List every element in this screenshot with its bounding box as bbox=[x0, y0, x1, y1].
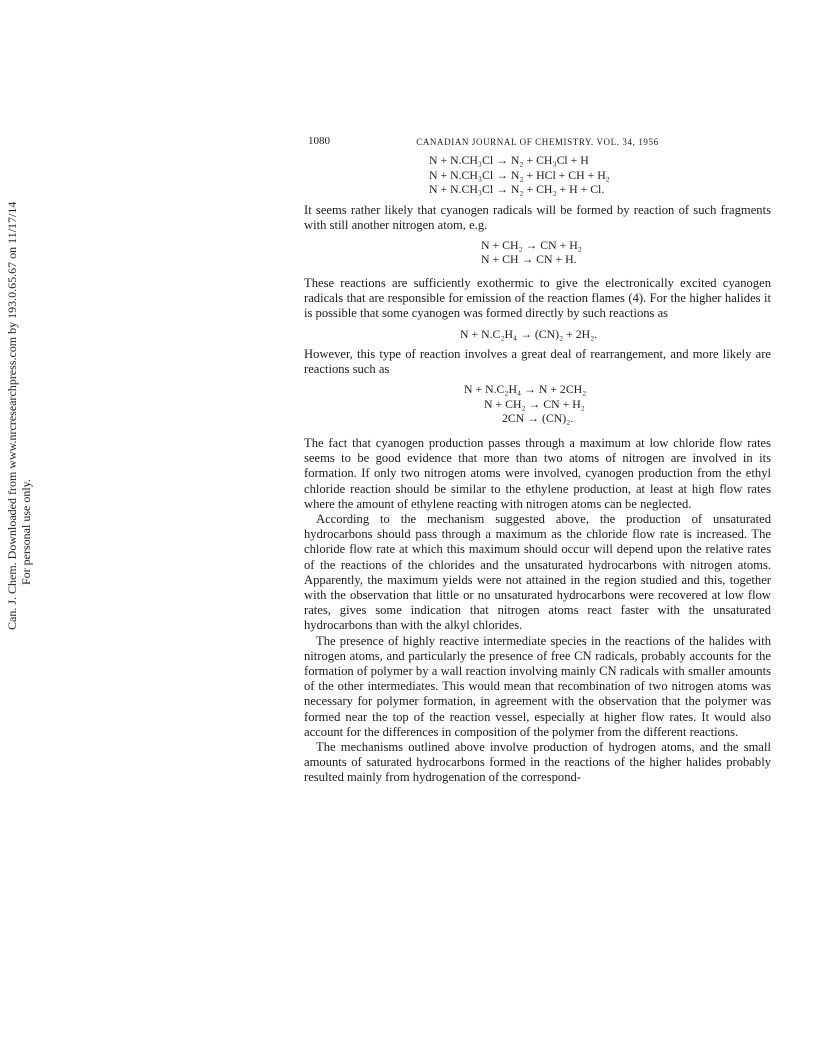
journal-page bbox=[304, 134, 771, 786]
paragraph: The fact that cyanogen production passes through a maximum at low chloride flow rates seems to be good evidence that more than two atoms of nitrogen are involved in its formation. If only two nitrogen atoms were involved, cyanogen production from the ethyl chloride reaction should be similar to the ethylene production, at least at high flow rates where the amount of ethylene reacting with nitrogen atoms can be neglected. bbox=[304, 435, 771, 511]
equation: N + N.CH₃Cl → N₂ + CH₂ + H + Cl. bbox=[429, 182, 605, 196]
paragraph: These reactions are sufficiently exothermic to give the electronically excited cyanogen radicals that are responsible for emission of the reaction flames (4). For the higher halides it is possible that some cyanogen was formed directly by such reactions as bbox=[304, 275, 771, 321]
equation: 2CN → (CN)₂. bbox=[502, 411, 574, 426]
paragraph: According to the mechanism suggested above, the production of unsaturated hydrocarbons should pass through a maximum as the chloride flow rate is increased. The chloride flow rate at which this maximum should occur will depend upon the relative rates of the reactions of the chlorides and the unsaturated hydrocarbons with nitrogen atoms. Apparently, the maximum yields were not attained in the region studied and this, together with the observation that little or no unsaturated hydrocarbons were recovered at low flow rates, gives some indication that nitrogen atoms react faster with the unsaturated hydrocarbons than with the alkyl chlorides. bbox=[304, 511, 771, 633]
watermark-source-line: Can. J. Chem. Downloaded from www.nrcresearchpress.com by 193.0.65.67 on 11/17/14 bbox=[5, 201, 19, 630]
equation: N + CH₂ → CN + H₂ bbox=[484, 396, 585, 411]
equation-group-methyl-chloride bbox=[429, 153, 771, 197]
page-number: 1080 bbox=[308, 135, 330, 147]
equation-group-direct-cyanogen bbox=[460, 327, 771, 342]
watermark-usage-line: For personal use only. bbox=[19, 479, 33, 585]
equation: N + N.C₂H₄ → (CN)₂ + 2H₂. bbox=[460, 326, 598, 341]
paragraph: It seems rather likely that cyanogen radicals will be formed by reaction of such fragments with still another nitrogen atom, e.g. bbox=[304, 202, 771, 232]
running-header bbox=[304, 134, 771, 148]
paragraph: The presence of highly reactive intermediate species in the reactions of the halides with nitrogen atoms, and particularly the presence of free CN radicals, probably accounts for the formation of polymer by a wall reaction involving mainly CN radicals with smaller amounts of the other intermediates. This would mean that recombination of two nitrogen atoms was necessary for polymer formation, in agreement with the observation that the polymer was formed near the top of the reaction vessel, especially at higher flow rates. It would also account for the differences in composition of the polymer from the different reactions. bbox=[304, 633, 771, 739]
equation: N + N.CH₃Cl → N₂ + CH₃Cl + H bbox=[429, 153, 589, 167]
equation-group-rearrangement bbox=[464, 382, 771, 426]
equation: N + CH₂ → CN + H₂ bbox=[481, 237, 582, 252]
equation: N + N.CH₃Cl → N₂ + HCl + CH + H₂ bbox=[429, 167, 610, 182]
equation-group-cyanogen-formation bbox=[481, 238, 771, 267]
journal-title: CANADIAN JOURNAL OF CHEMISTRY. VOL. 34, 1956 bbox=[416, 137, 659, 147]
paragraph: The mechanisms outlined above involve production of hydrogen atoms, and the small amounts of saturated hydrocarbons formed in the reactions of the higher halides probably resulted mainly from hydrogenation of the correspond- bbox=[304, 739, 771, 785]
paragraph: However, this type of reaction involves a great deal of rearrangement, and more likely are reactions such as bbox=[304, 347, 771, 377]
download-watermark bbox=[4, 201, 38, 635]
equation: N + CH → CN + H. bbox=[481, 252, 577, 267]
equation: N + N.C₂H₄ → N + 2CH₂ bbox=[464, 382, 587, 397]
